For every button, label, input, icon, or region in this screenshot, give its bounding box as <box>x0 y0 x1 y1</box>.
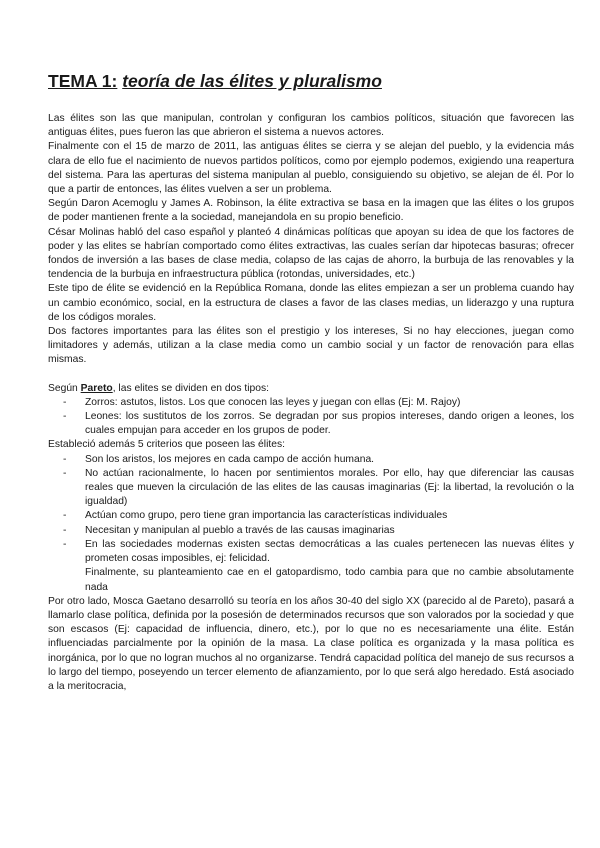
list-item: - Actúan como grupo, pero tiene gran importancia las características individuales <box>48 509 574 523</box>
pareto-conclusion: Finalmente, su planteamiento cae en el gatopardismo, todo cambia para que no cambie absolutamente nada <box>85 567 574 593</box>
paragraph-acemoglu: Según Daron Acemoglu y James A. Robinson, la élite extractiva se basa en la imagen que las élites o los grupos de poder mantienen frente a la sociedad, manejandola en su propio beneficio. <box>48 198 574 224</box>
paragraph-republica-romana: Este tipo de élite se evidenció en la República Romana, donde las elites empiezan a ser un problema cuando hay un cambio económico, social, en la estructura de clases a favor de las clases medias, un liderazgo y una ruptura de los códigos morales. <box>48 283 574 323</box>
pareto-intro-before: Según <box>48 382 81 394</box>
list-item: - Necesitan y manipulan al pueblo a través de las causas imaginarias <box>48 524 574 538</box>
title-subtitle: teoría de las élites y pluralismo <box>122 71 382 91</box>
criteria-list <box>48 453 574 567</box>
spacer <box>48 368 574 382</box>
list-item: - Son los aristos, los mejores en cada campo de acción humana. <box>48 453 574 467</box>
paragraph-2011: Finalmente con el 15 de marzo de 2011, las antiguas élites se cierra y se alejan del pueblo, y la evidencia más clara de ello fue el nacimiento de nuevos partidos políticos, como por ejemplo podemos, exigiendo una reapertura del sistema. Para las aperturas del sistema manipulan al pueblo, consiguiendo su objetivo, se alejan de él. Por lo que a partir de entonces, las élites vuelven a ser un problema. <box>48 141 574 196</box>
list-item: - Leones: los sustitutos de los zorros. Se degradan por sus propios intereses, dando origen a leones, los cuales empujan para acceder en los grupos de poder. <box>48 410 574 438</box>
list-item: - No actúan racionalmente, lo hacen por sentimientos morales. Por ello, hay que diferenciar las causas reales que mueven la circulación de las elites de las causas imaginarias (Ej: la libertad, la revolución o la igualdad) <box>48 467 574 510</box>
pareto-name: Pareto <box>80 382 113 394</box>
pareto-intro <box>48 382 574 396</box>
title-tema: TEMA 1: <box>48 71 118 91</box>
list-item: - En las sociedades modernas existen sectas democráticas a las cuales pertenecen las nuevas élites y prometen cosas imposibles, ej: felicidad. <box>48 538 574 566</box>
paragraph-factores: Dos factores importantes para las élites son el prestigio y los intereses, Si no hay elecciones, juegan como limitadores y además, utilizan a la clase media como un cambio social y un factor de renovación para ellas mismas. <box>48 326 574 366</box>
paragraph-mosca: Por otro lado, Mosca Gaetano desarrolló su teoría en los años 30-40 del siglo XX (parecido al de Pareto), pasará a llamarlo clase política, definida por la posesión de determinados recursos que son valorados por la sociedad y que son escasos (Ej: capacidad de influencia, dinero, etc.), por lo que no es necesariamente una élite. Están influenciadas parcialmente por la opinión de la masa. La clase política es organizada y la masa política es inorgánica, por lo que no logran muchos al no organizarse. Tendrá capacidad política del manejo de sus recursos a lo largo del tiempo, poseyendo un tercer elemento de afianzamiento, por lo que será algo heredado. Está asociado a la meritocracia, <box>48 595 574 692</box>
page-title <box>48 70 574 92</box>
paragraph-molinas: César Molinas habló del caso español y planteó 4 dinámicas políticas que apoyan su idea de que los factores de poder y las elites se habrían comportado como élites extractivas, las cuales serían dar hipotecas basuras; ofrecer fondos de inversión a las bases de clase media, colapso de las cajas de ahorro, la burbuja de las renovables y la tendencia de la burbuja en infraestructura pública (rotondas, universidades, etc.) <box>48 226 574 281</box>
pareto-intro-after: , las elites se dividen en dos tipos: <box>112 382 269 394</box>
criteria-intro: Estableció además 5 criterios que poseen las élites: <box>48 439 285 451</box>
pareto-types-list <box>48 396 574 439</box>
paragraph-intro: Las élites son las que manipulan, controlan y configuran los cambios políticos, situación que favorecen las antiguas élites, pues fueron las que abrieron el sistema a nuevos actores. <box>48 113 574 139</box>
list-item: - Zorros: astutos, listos. Los que conocen las leyes y juegan con ellas (Ej: M. Rajoy) <box>48 396 574 410</box>
